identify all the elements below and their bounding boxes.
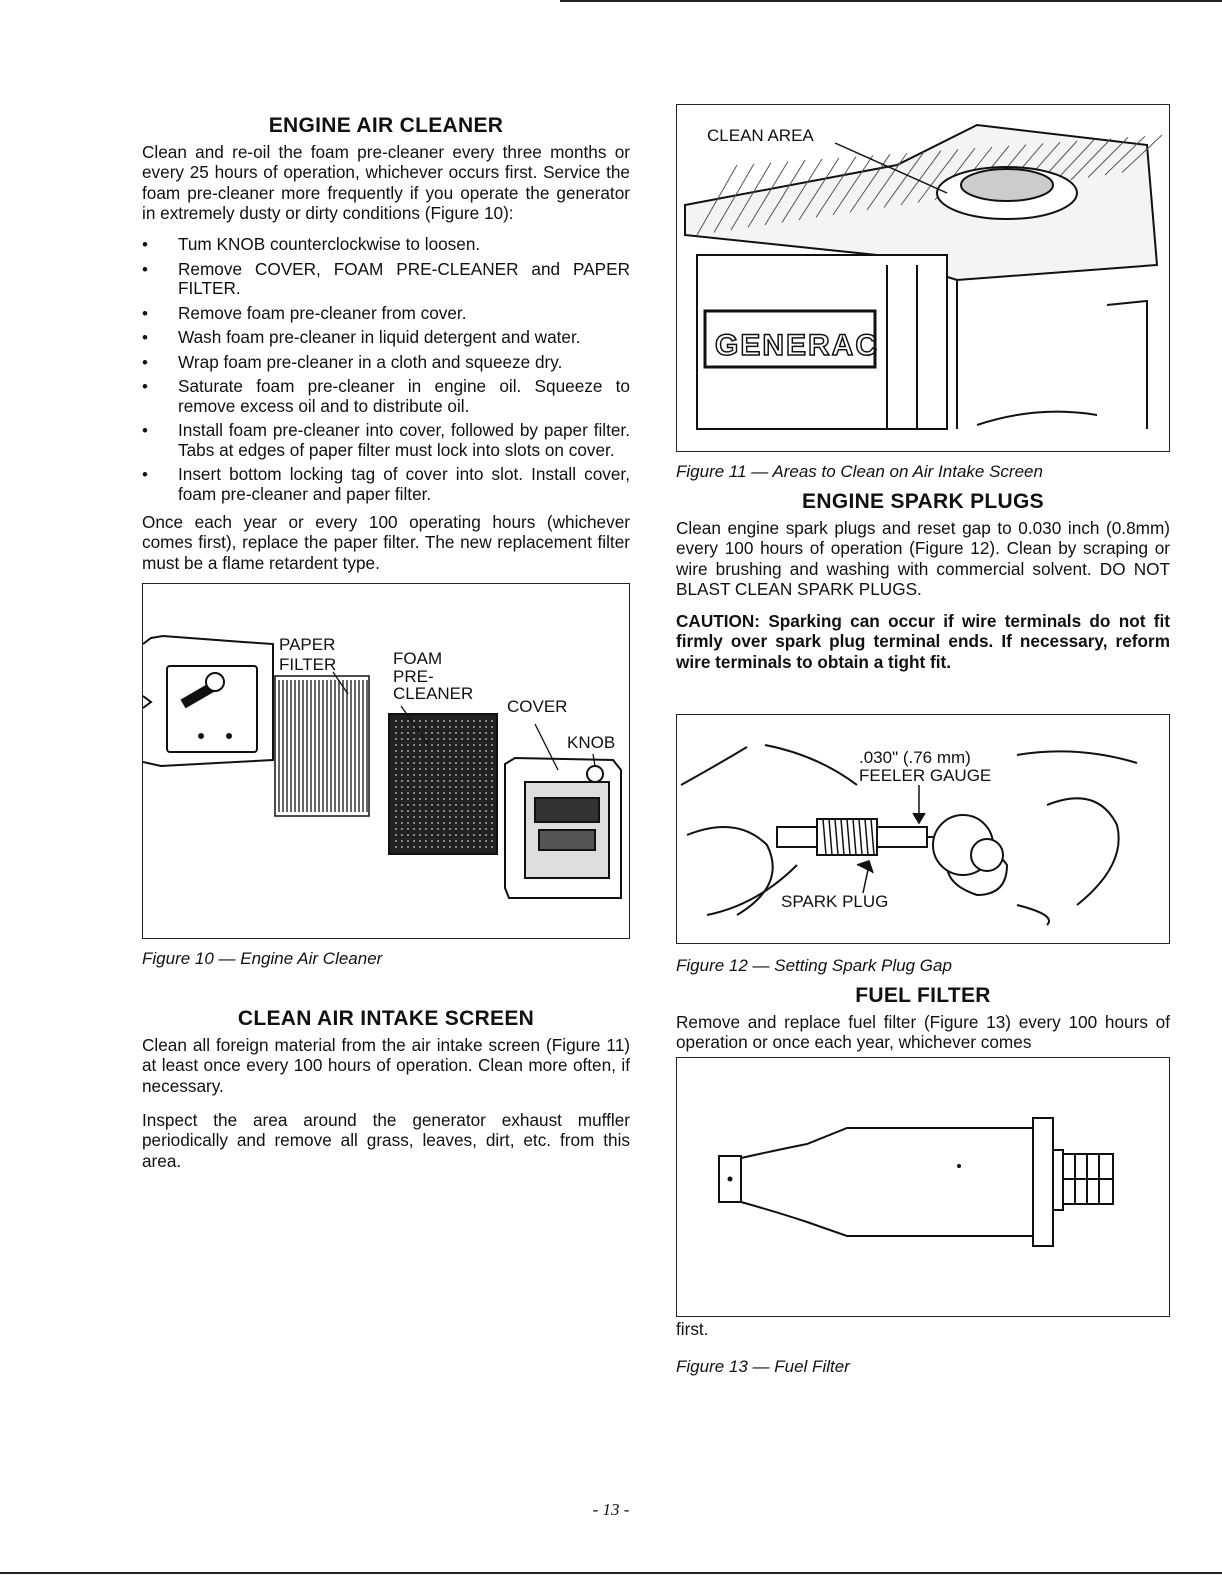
heading-engine-air-cleaner: ENGINE AIR CLEANER	[268, 114, 504, 137]
right-column	[676, 104, 1170, 1377]
label-foam-2: PRE-	[393, 667, 434, 687]
heading-engine-spark-plugs: ENGINE SPARK PLUGS	[802, 490, 1044, 513]
label-cover: COVER	[507, 697, 568, 717]
figure-13-caption: Figure 13 — Fuel Filter	[676, 1356, 850, 1376]
label-foam-1: FOAM	[393, 649, 443, 669]
heading-fuel-filter: FUEL FILTER	[855, 984, 991, 1008]
label-clean-area: CLEAN AREA	[707, 126, 814, 145]
page-number: - 13 -	[592, 1500, 630, 1519]
list-item: • Wrap foam pre-cleaner in a cloth and squeeze dry.	[142, 353, 630, 373]
fuel-filter-illustration	[677, 1058, 1169, 1316]
label-knob: KNOB	[567, 733, 616, 753]
generac-logo: GENERAC	[715, 329, 880, 362]
list-item: • Remove COVER, FOAM PRE-CLEANER and PAPER FILTER.	[142, 260, 630, 299]
foam-precleaner-drawing	[389, 714, 497, 854]
air-cleaner-outro: Once each year or every 100 operating hours (whichever comes first), replace the paper filter. The new replacement filter must be a flame retardent type.	[142, 512, 630, 573]
air-cleaner-intro: Clean and re-oil the foam pre-cleaner every three months or every 25 hours of operation, whichever occurs first. Service the foam pre-cleaner more frequently if you operate the generator in extremely dusty or dirty conditions (Figure 10):	[142, 142, 630, 223]
intake-screen-illustration	[677, 105, 1169, 451]
list-item: • Tum KNOB counterclockwise to loosen.	[142, 235, 630, 255]
figure-13-box	[676, 1057, 1170, 1317]
label-spark-plug: SPARK PLUG	[781, 892, 889, 912]
list-item: • Remove foam pre-cleaner from cover.	[142, 304, 630, 324]
housing-drawing	[143, 636, 273, 766]
left-column	[142, 112, 630, 1171]
label-gap: .030" (.76 mm)	[859, 748, 971, 768]
figure-10-box	[142, 583, 630, 939]
fuel-filter-continuation: first.	[676, 1318, 709, 1339]
fuel-filter-drawing	[719, 1118, 1113, 1246]
air-cleaner-steps	[142, 235, 630, 504]
list-item: • Saturate foam pre-cleaner in engine oil. Squeeze to remove excess oil and to distribute oil.	[142, 377, 630, 416]
list-item: • Install foam pre-cleaner into cover, followed by paper filter. Tabs at edges of paper filter must lock into slots on cover.	[142, 421, 630, 460]
bottom-rule	[0, 1572, 1222, 1574]
fuel-filter-body: Remove and replace fuel filter (Figure 13) every 100 hours of operation or once each year, whichever comes	[676, 1012, 1170, 1053]
top-rule	[560, 0, 1222, 2]
air-cleaner-illustration	[143, 584, 629, 938]
paper-filter-drawing	[275, 676, 369, 816]
figure-11-box	[676, 104, 1170, 452]
spark-plug-drawing	[777, 815, 1003, 875]
label-paper-filter-1: PAPER	[279, 635, 336, 655]
figure-11-caption: Figure 11 — Areas to Clean on Air Intake Screen	[676, 462, 1043, 481]
cover-drawing	[505, 758, 621, 898]
figure-12-caption: Figure 12 — Setting Spark Plug Gap	[676, 956, 952, 976]
air-intake-p2: Inspect the area around the generator exhaust muffler periodically and remove all grass, leaves, dirt, etc. from this area.	[142, 1109, 630, 1171]
list-item: • Insert bottom locking tag of cover into slot. Install cover, foam pre-cleaner and paper filter.	[142, 465, 630, 504]
label-foam-3: CLEANER	[393, 684, 474, 704]
label-feeler-gauge: FEELER GAUGE	[859, 766, 992, 786]
generator-drawing	[685, 125, 1162, 429]
list-item: • Wash foam pre-cleaner in liquid detergent and water.	[142, 328, 630, 348]
air-intake-p1: Clean all foreign material from the air intake screen (Figure 11) at least once every 100 hours of operation. Clean more often, if necessary.	[142, 1035, 630, 1096]
label-paper-filter-2: FILTER	[279, 655, 337, 675]
figure-10-caption: Figure 10 — Engine Air Cleaner	[142, 949, 383, 969]
spark-plugs-body: Clean engine spark plugs and reset gap to 0.030 inch (0.8mm) every 100 hours of operation (Figure 12). Clean by scraping or wire brushing and washing with commercial solvent. DO NOT BLAST CLEAN SPARK PLUGS.	[676, 518, 1170, 599]
spark-plugs-caution: CAUTION: Sparking can occur if wire terminals do not fit firmly over spark plug terminal ends. If necessary, reform wire terminals to obtain a tight fit.	[676, 611, 1170, 672]
figure-12-box	[676, 714, 1170, 944]
heading-clean-air-intake: CLEAN AIR INTAKE SCREEN	[237, 1007, 535, 1031]
